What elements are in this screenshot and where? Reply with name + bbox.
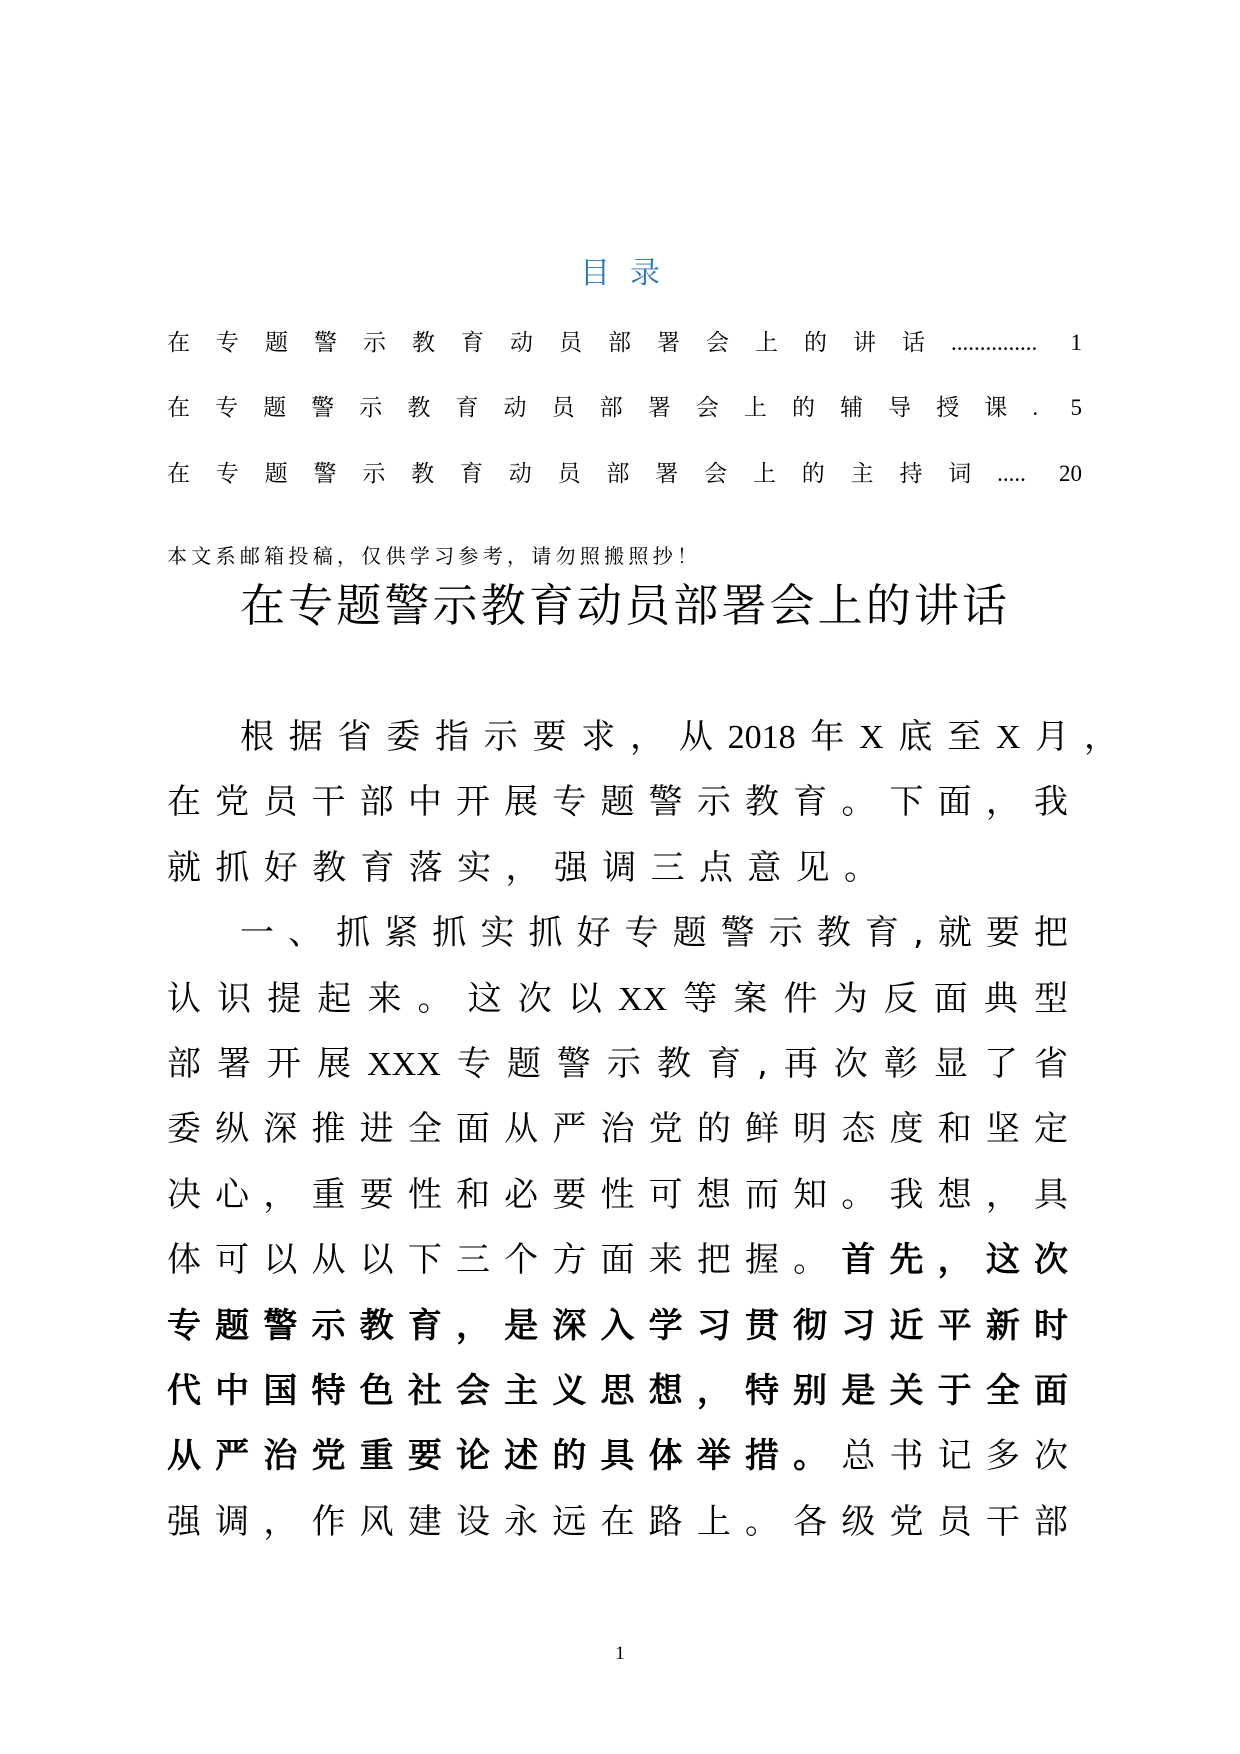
text-run: 部署开展 bbox=[167, 1043, 368, 1084]
text-run: 底至 bbox=[883, 717, 996, 757]
toc-heading: 目录 bbox=[580, 256, 680, 291]
text-run: 根据省委指示要求，从 bbox=[240, 717, 728, 757]
toc-entry bbox=[167, 454, 1082, 494]
body-line bbox=[167, 1294, 1068, 1359]
text-run: 年 bbox=[795, 717, 860, 757]
toc-page-number: 20 bbox=[1059, 461, 1083, 486]
toc-page-number: 1 bbox=[1070, 330, 1083, 355]
text-run: 在党员干部中开展专题警示教育。下面，我 bbox=[167, 782, 1068, 823]
emphasis-run: 从严治党重要论述的具体举措。 bbox=[167, 1436, 842, 1477]
text-run: 认识提起来。这次以 bbox=[167, 978, 619, 1019]
body-line bbox=[167, 770, 1068, 835]
body-line bbox=[240, 705, 1118, 770]
submission-note: 本文系邮箱投稿，仅供学习参考，请勿照搬照抄！ bbox=[167, 544, 697, 568]
body-line bbox=[167, 1097, 1068, 1162]
text-run: 就抓好教育落实，强调三点意见。 bbox=[167, 847, 878, 888]
text-run: 等案件为反面典型 bbox=[667, 978, 1069, 1019]
latin-run: XXX bbox=[367, 1045, 441, 1083]
article-title: 在专题警示教育动员部署会上的讲话 bbox=[240, 579, 1007, 632]
body-line bbox=[167, 967, 1068, 1032]
body-line bbox=[167, 1490, 1068, 1555]
text-run: 一、抓紧抓实抓好专题警示教育,就要把 bbox=[240, 913, 1068, 954]
article-body bbox=[167, 705, 1127, 1555]
toc-entry bbox=[167, 323, 1082, 363]
text-run: 月， bbox=[1020, 717, 1119, 757]
text-run: 决心，重要性和必要性可想而知。我想，具 bbox=[167, 1174, 1068, 1215]
text-run: 专题警示教育,再次彰显了省 bbox=[440, 1043, 1068, 1084]
body-line bbox=[167, 1032, 1068, 1097]
text-run: 强调，作风建设永远在路上。各级党员干部 bbox=[167, 1501, 1068, 1542]
toc-leader: ............... bbox=[950, 330, 1038, 355]
toc-entry-title: 在专题警示教育动员部署会上的讲话 bbox=[167, 330, 951, 356]
body-line bbox=[167, 1228, 1068, 1293]
text-run: 体可以从以下三个方面来把握。 bbox=[167, 1240, 842, 1281]
paragraph bbox=[167, 705, 1127, 901]
latin-run: X bbox=[995, 719, 1021, 756]
body-line bbox=[167, 1359, 1068, 1424]
toc-page-number: 5 bbox=[1070, 395, 1083, 420]
toc-entry-title: 在专题警示教育动员部署会上的辅导授课 bbox=[167, 395, 1033, 421]
emphasis-run: 专题警示教育，是深入学习贯彻习近平新时 bbox=[167, 1305, 1068, 1346]
emphasis-run: 首先，这次 bbox=[841, 1240, 1069, 1281]
latin-run: XX bbox=[618, 980, 668, 1018]
paragraph bbox=[167, 901, 1127, 1555]
toc-entry-title: 在专题警示教育动员部署会上的主持词 bbox=[167, 461, 998, 487]
toc-entry bbox=[167, 388, 1082, 428]
toc-leader: ..... bbox=[997, 461, 1026, 486]
body-line bbox=[167, 1163, 1068, 1228]
body-line bbox=[167, 836, 878, 901]
emphasis-run: 代中国特色社会主义思想，特别是关于全面 bbox=[167, 1370, 1068, 1411]
body-line bbox=[167, 1424, 1068, 1489]
toc-leader: . bbox=[1032, 395, 1039, 420]
text-run: 总书记多次 bbox=[841, 1436, 1069, 1477]
page-number: 1 bbox=[615, 1643, 625, 1664]
text-run: 委纵深推进全面从严治党的鲜明态度和坚定 bbox=[167, 1109, 1068, 1150]
latin-run: X bbox=[859, 719, 884, 756]
body-line bbox=[240, 901, 1068, 966]
latin-run: 2018 bbox=[727, 719, 796, 756]
